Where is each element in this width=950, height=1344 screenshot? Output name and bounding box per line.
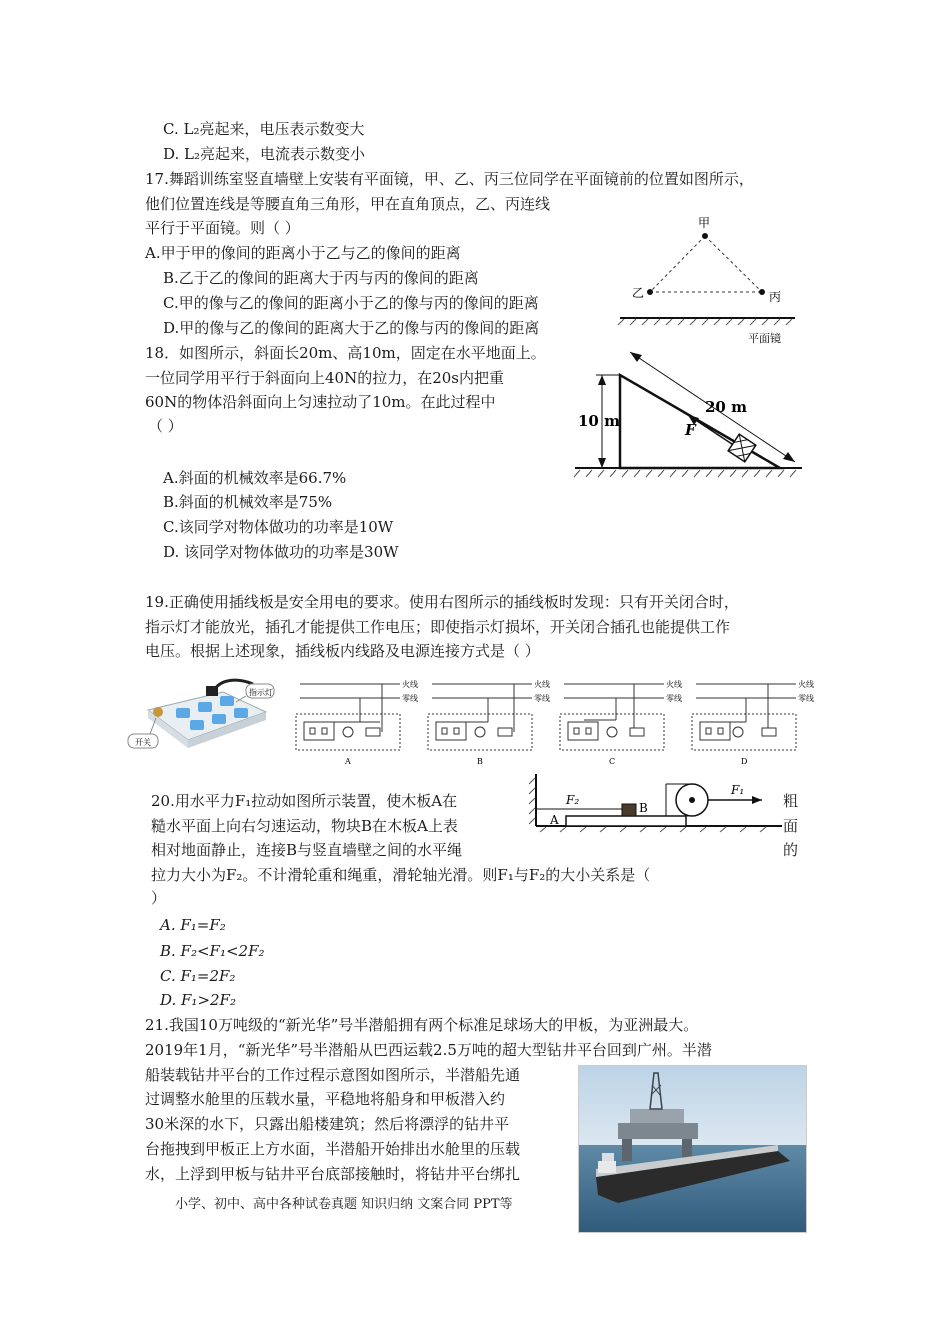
q20-stem-line4: 拉力大小为F₂。不计滑轮重和绳重，滑轮轴光滑。则F₁与F₂的大小关系是（ <box>151 866 651 884</box>
svg-text:零线: 零线 <box>666 694 682 703</box>
q16-option-c: C. L₂亮起来，电压表示数变大 <box>163 120 365 138</box>
svg-text:A: A <box>345 757 351 766</box>
block-b <box>622 804 636 816</box>
q20-option-a: A. F₁=F₂ <box>160 916 226 934</box>
q20-stem-line3a: 相对地面静止，连接B与竖直墙壁之间的水平绳 <box>151 841 463 859</box>
q20-stem-line2a: 糙水平面上向右匀速运动，物块B在木板A上表 <box>151 817 458 835</box>
q19-stem-line1: 19.正确使用插线板是安全用电的要求。使用右图所示的插线板时发现：只有开关闭合时， <box>145 593 739 611</box>
q18-stem-line1: 18．如图所示，斜面长20m、高10m，固定在水平地面上。 <box>145 344 546 362</box>
q20-stem-line3b: 的 <box>783 841 799 859</box>
board-a <box>566 816 686 826</box>
label-a: A <box>550 813 559 827</box>
block <box>728 434 756 462</box>
q20-option-c: C. F₁=2F₂ <box>160 967 236 985</box>
footer-watermark: 小学、初中、高中各种试卷真题 知识归纳 文案合同 PPT等 <box>175 1197 513 1212</box>
q20-stem-line1a: 20.用水平力F₁拉动如图所示装置，使木板A在 <box>151 792 458 810</box>
label-force: F <box>685 421 696 439</box>
circuit-option-b <box>428 679 550 766</box>
q21-stem-line7: 水，上浮到甲板与钻井平台底部接触时，将钻井平台绑扎 <box>145 1165 521 1183</box>
mirror-hatching <box>618 319 792 325</box>
q20-option-b: B. F₂<F₁<2F₂ <box>160 942 265 960</box>
q20-stem-line2b: 面 <box>783 817 799 835</box>
q18-stem-line2: 一位同学用平行于斜面向上40N的拉力，在20s内把重 <box>145 369 504 387</box>
height-arrow-top <box>598 375 606 385</box>
q21-stem-line2: 2019年1月，“新光华”号半潜船从巴西运载2.5万吨的超大型钻井平台回到广州。半潜 <box>145 1041 712 1059</box>
label-f1: F₁ <box>731 783 745 797</box>
q18-option-a: A.斜面的机械效率是66.7% <box>163 469 347 487</box>
height-arrow-bottom <box>598 458 606 468</box>
q19-stem-line3: 电压。根据上述现象，插线板内线路及电源连接方式是（ ） <box>145 642 540 660</box>
q19-stem-line2: 指示灯才能放光，插孔才能提供工作电压；即使指示灯损坏，开关闭合插孔也能提供工作 <box>145 618 731 636</box>
svg-text:C: C <box>609 757 616 766</box>
q18-stem-line3: 60N的物体沿斜面向上匀速拉动了10m。在此过程中 <box>145 393 496 411</box>
label-f2: F₂ <box>566 793 580 807</box>
label-switch: 开关 <box>135 738 151 747</box>
q16-option-d: D. L₂亮起来，电流表示数变小 <box>163 145 366 163</box>
point-bing <box>759 289 765 295</box>
label-length: 20 m <box>705 398 747 416</box>
label-lamp: 指示灯 <box>249 688 273 697</box>
point-jia <box>702 233 708 239</box>
svg-text:零线: 零线 <box>402 694 418 703</box>
label-bing: 丙 <box>769 290 782 304</box>
q18-incline-figure <box>570 340 805 492</box>
length-arrow-bottom <box>783 452 795 462</box>
q17-option-c: C.甲的像与乙的像间的距离小于乙的像与丙的像间的距离 <box>163 294 539 312</box>
label-mirror: 平面镜 <box>748 332 781 345</box>
triangle-left-edge <box>650 236 705 292</box>
q20-option-d: D. F₁>2F₂ <box>160 991 236 1009</box>
svg-text:D: D <box>741 757 748 766</box>
label-jia: 甲 <box>698 216 711 230</box>
point-yi <box>647 289 653 295</box>
q21-stem-line1: 21.我国10万吨级的“新光华”号半潜船拥有两个标准足球场大的甲板，为亚洲最大。 <box>145 1016 699 1034</box>
power-strip-body <box>148 692 266 740</box>
svg-text:火线: 火线 <box>666 680 682 689</box>
q20-pulley-figure <box>526 770 784 832</box>
svg-text:B: B <box>477 757 483 766</box>
q18-option-b: B.斜面的机械效率是75% <box>163 493 333 511</box>
q21-stem-line5: 30米深的水下，只露出船楼建筑；然后将漂浮的钻井平 <box>145 1115 510 1133</box>
q20-stem-line1b: 粗 <box>783 792 799 810</box>
svg-text:火线: 火线 <box>534 680 550 689</box>
length-arrow-top <box>630 352 642 362</box>
q17-option-d: D.甲的像与乙的像间的距离大于乙的像与丙的像间的距离 <box>163 319 540 337</box>
label-height: 10 m <box>578 412 620 430</box>
triangle-right-edge <box>705 236 762 292</box>
circuit-option-a <box>296 679 418 766</box>
q20-stem-line5: ） <box>151 889 167 907</box>
label-yi: 乙 <box>632 286 645 300</box>
q21-ship-photo <box>578 1065 807 1233</box>
q17-option-a: A.甲于甲的像间的距离小于乙与乙的像间的距离 <box>145 244 461 262</box>
q17-stem-line3: 平行于平面镜。则（ ） <box>145 219 300 237</box>
svg-text:零线: 零线 <box>798 694 814 703</box>
svg-text:零线: 零线 <box>534 694 550 703</box>
q21-stem-line4: 过调整水舱里的压载水量，平稳地将船身和甲板潜入约 <box>145 1090 506 1108</box>
q19-circuit-options <box>290 676 814 768</box>
svg-text:火线: 火线 <box>402 680 418 689</box>
q18-stem-line4: （ ） <box>148 417 183 435</box>
switch-button <box>153 707 163 717</box>
ground-hatching <box>574 470 796 477</box>
q17-option-b: B.乙于乙的像间的距离大于丙与丙的像间的距离 <box>163 269 479 287</box>
q21-stem-line3: 船装载钻井平台的工作过程示意图如图所示，半潜船先通 <box>145 1066 521 1084</box>
floor-hatching <box>540 827 766 832</box>
svg-text:火线: 火线 <box>798 680 814 689</box>
circuit-option-c <box>560 679 682 766</box>
q21-stem-line6: 台拖拽到甲板正上方水面，半潜船开始排出水舱里的压载 <box>145 1140 521 1158</box>
q17-stem-line1: 17.舞蹈训练室竖直墙壁上安装有平面镜，甲、乙、丙三位同学在平面镜前的位置如图所示， <box>145 170 754 188</box>
incline <box>620 375 780 468</box>
circuit-option-d <box>692 679 814 766</box>
q19-power-strip-photo <box>128 672 288 754</box>
wall-hatching <box>529 778 535 824</box>
q18-option-c: C.该同学对物体做功的功率是10W <box>163 518 394 536</box>
label-b: B <box>639 801 648 815</box>
q17-stem-line2: 他们位置连线是等腰直角三角形，甲在直角顶点，乙、丙连线 <box>145 195 551 213</box>
q17-mirror-figure <box>610 212 805 344</box>
q18-option-d: D. 该同学对物体做功的功率是30W <box>163 543 399 561</box>
